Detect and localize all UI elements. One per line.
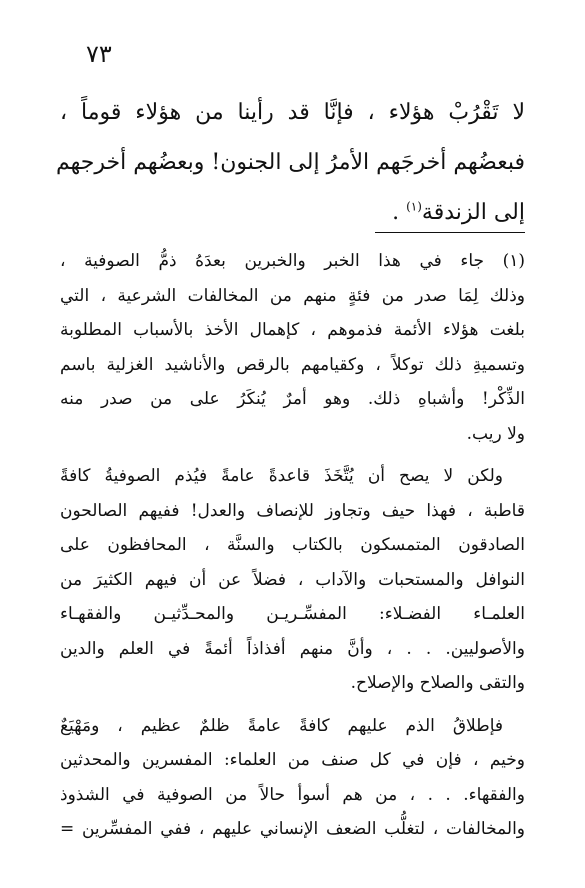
footnote-separator <box>375 232 525 233</box>
footnote-reference: (١) <box>406 199 422 214</box>
footnote-line: العلمـاء الفضـلاء: المفسِّـريـن والمحـدِّثيـن والفقهـاء <box>60 604 525 624</box>
footnote-line: الذِّكْر! وأشباهِ ذلك. وهو أمرٌ يُنكَرُ على من صدر منه <box>60 389 525 409</box>
footnote-line: بلغت هؤلاء الأئمة فذموهم ، كإهمال الأخذ بالأسباب المطلوبة <box>60 320 525 340</box>
main-text-line: فبعضُهم أخرجَهم الأمرُ إلى الجنون! وبعضُهم أخرجهم <box>55 150 525 175</box>
footnote-line: قاطبة ، فهذا حيف وتجاوز للإنصاف والعدل! ففيهم الصالحون <box>60 500 525 521</box>
main-text <box>55 88 525 238</box>
footnote-line: والفقهاء. . . ، من هم أسوأ حالاً من الصوفية في الشذوذ <box>60 784 525 805</box>
footnote-line: والمخالفات ، لتغلُّب الضعف الإنساني عليهم ، ففي المفسِّرين = <box>60 819 525 839</box>
footnote <box>60 244 525 847</box>
paragraph-gap <box>60 701 525 709</box>
main-text-line-content: إلى الزندقة <box>421 200 525 225</box>
main-text-line: لا تَقْرُبْ هؤلاء ، فإنَّا قد رأينا من هؤلاء قوماً ، <box>60 100 525 125</box>
footnote-line: الصادقون المتمسكون بالكتاب والسنَّة ، المحافظون على <box>60 535 525 555</box>
main-text-line-last <box>60 188 525 238</box>
footnote-line: ولكن لا يصح أن يُتَّخَذَ قاعدةً عامةً فيُذم الصوفيةُ كافةً <box>60 466 503 486</box>
footnote-line: فإطلاقُ الذم عليهم كافةً عامةً ظلمٌ عظيم ، ومَهْيَعٌ <box>60 715 503 736</box>
footnote-line: والأصوليين. . . ، وأنَّ منهم أفذاذاً أئمةً في العلم والدين <box>60 638 525 659</box>
main-text-end-punct: . <box>392 200 400 225</box>
page-number: ٧٣ <box>86 40 112 68</box>
footnote-line: النوافل والمستحبات والآداب ، فضلاً عن أن فيهم الكثيرَ من <box>60 569 525 590</box>
paragraph-gap <box>60 451 525 459</box>
footnote-line: (١) جاء في هذا الخبر والخبرين بعدَهُ ذمُّ الصوفية ، <box>60 251 525 271</box>
footnote-line: ولا ريب. <box>466 423 525 444</box>
footnote-line: والتقى والصلاح والإصلاح. <box>350 673 525 693</box>
footnote-line: وذلك لِمَا صدر من فئةٍ منهم من المخالفات الشرعية ، التي <box>60 285 525 306</box>
footnote-line: وتسميةِ ذلك توكلاً ، وكقيامهم بالرقص والأناشيد الغزلية باسم <box>60 354 525 375</box>
footnote-line: وخيم ، فإن في كل صنف من العلماء: المفسرين والمحدثين <box>60 750 525 770</box>
